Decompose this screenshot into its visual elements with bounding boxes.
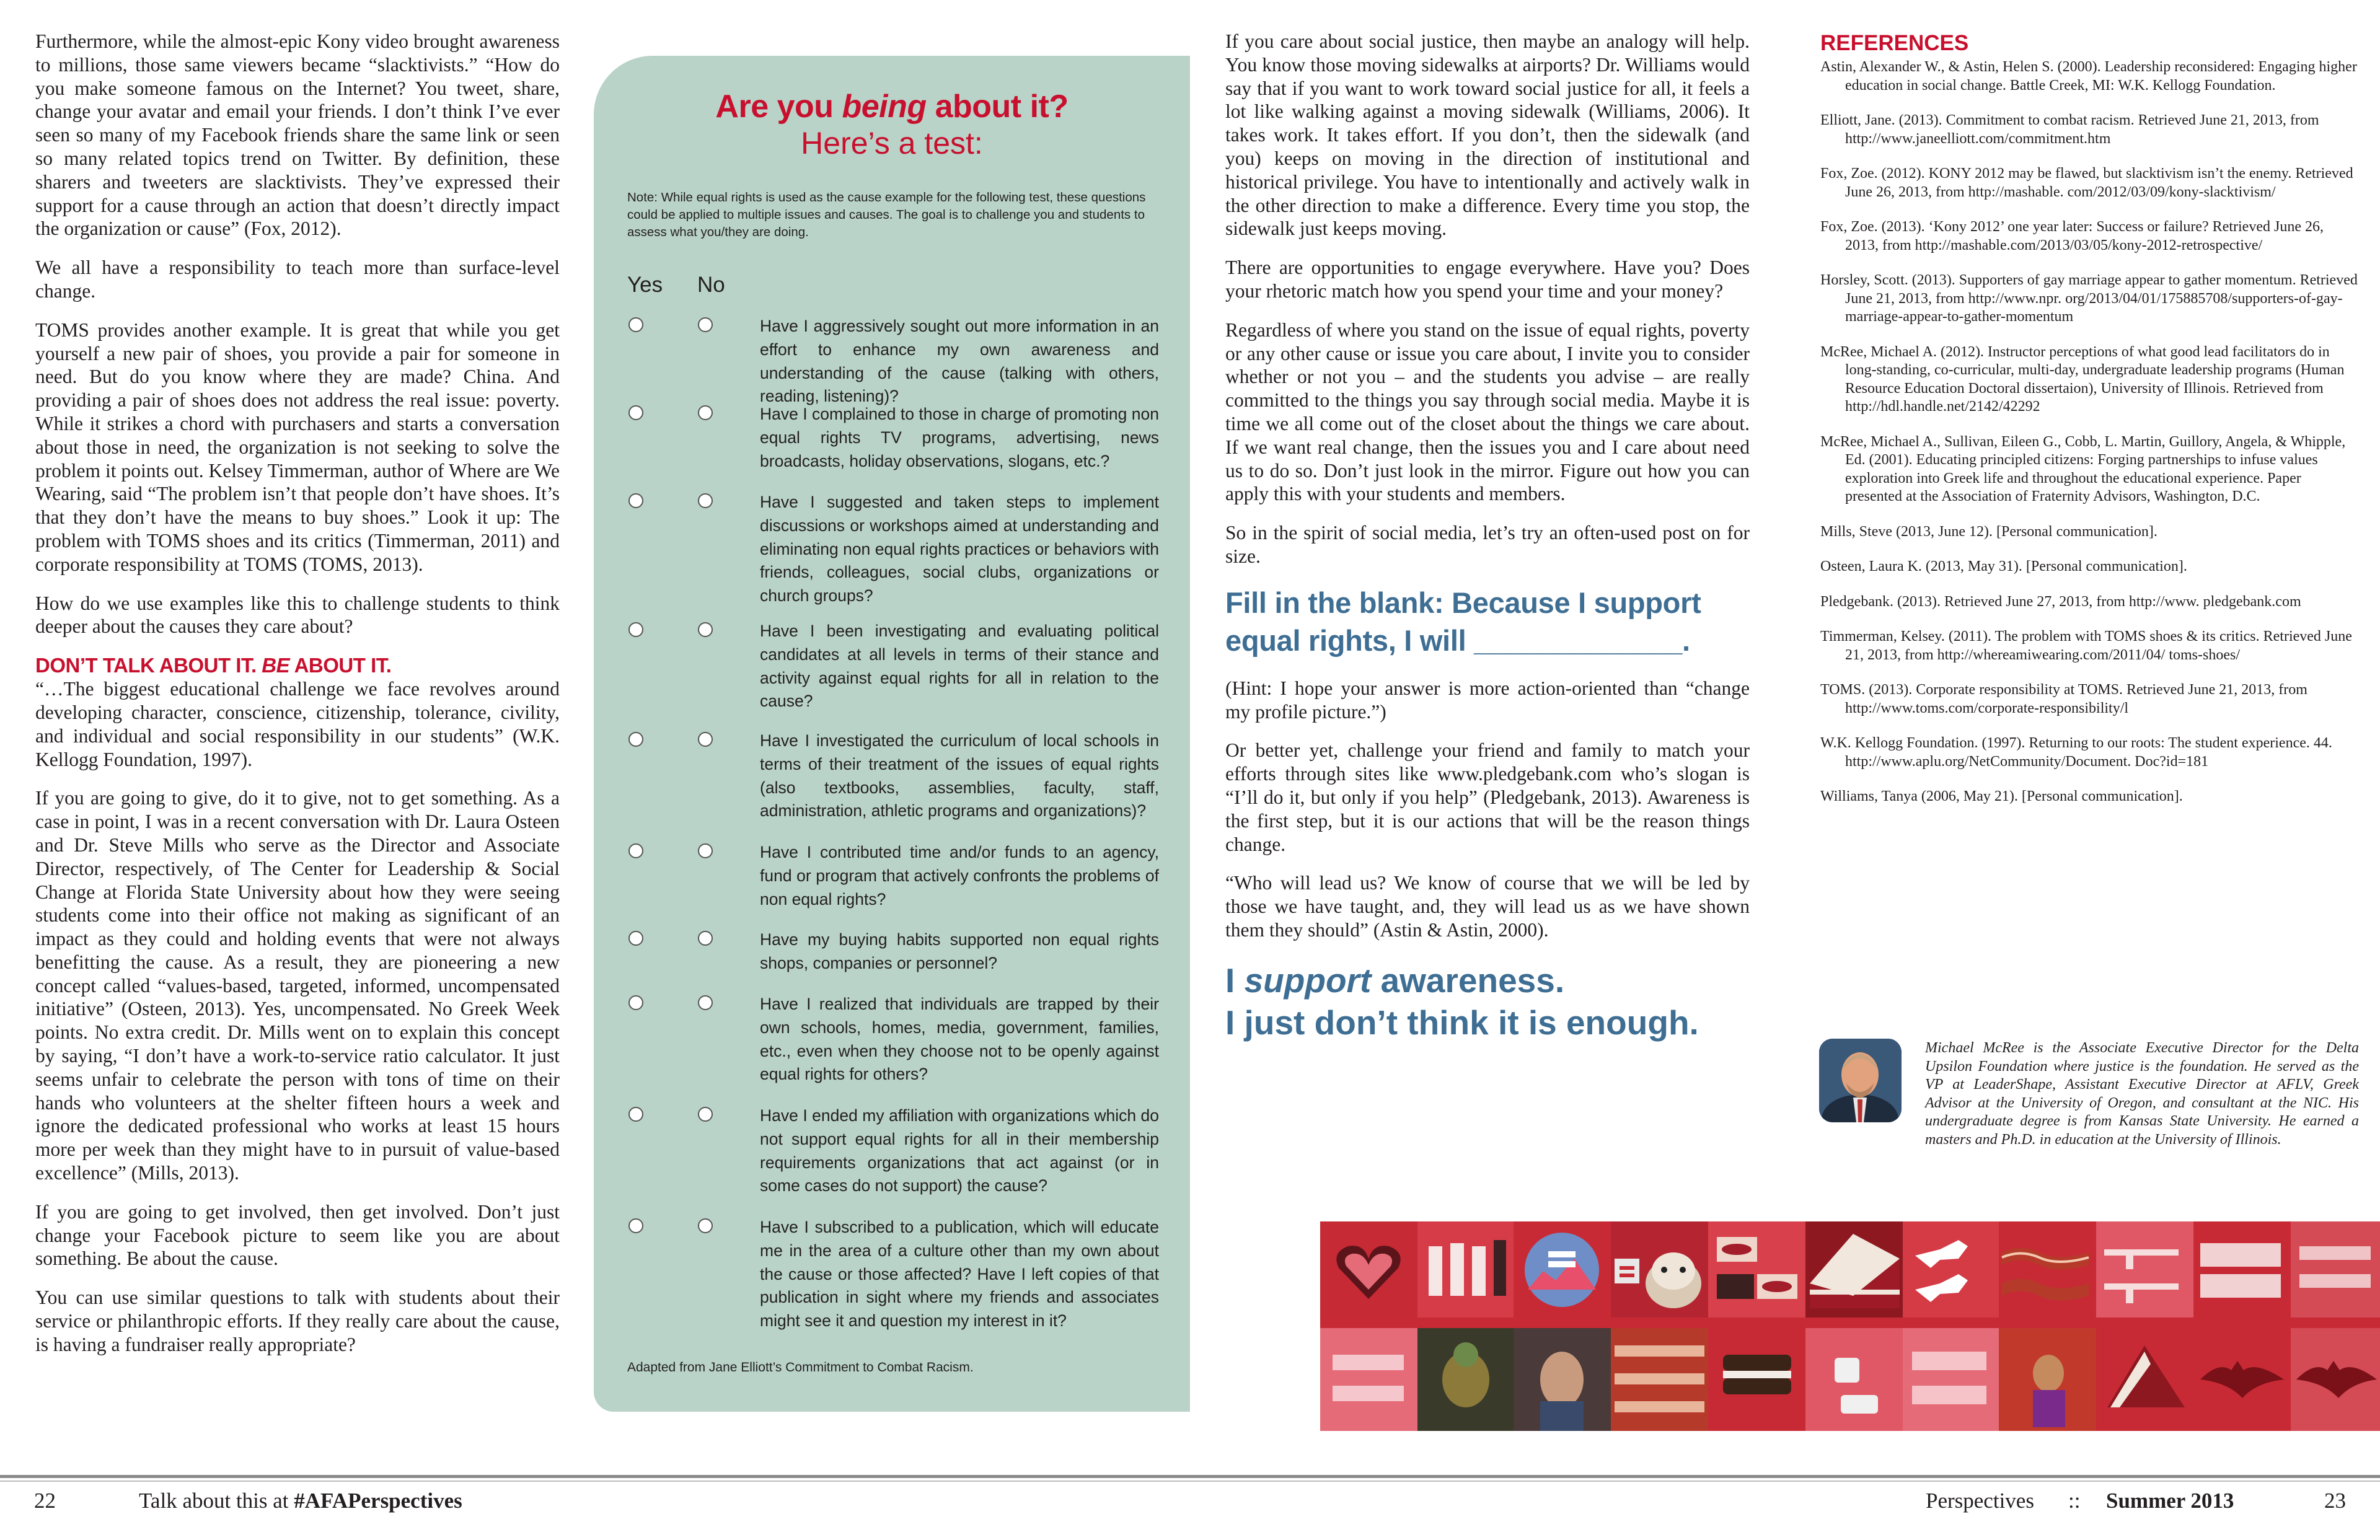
question-text: Have my buying habits supported non equal rights shops, companies or personnel? — [760, 930, 1159, 972]
no-radio[interactable] — [698, 317, 713, 332]
equal-sign-badge-icon — [1514, 1221, 1611, 1318]
footer-text: Talk about this at — [139, 1489, 294, 1513]
panel-title — [594, 88, 1190, 125]
no-radio[interactable] — [698, 1218, 713, 1233]
pink-equal-tile — [2291, 1221, 2380, 1318]
question-text: Have I contributed time and/or funds to an agency, fund or program that actively confronts the problems of non equal rights? — [760, 843, 1159, 909]
cake-slice-icon — [2096, 1328, 2193, 1431]
plug-icon — [1805, 1328, 1903, 1431]
no-radio[interactable] — [698, 405, 713, 420]
paragraph: There are opportunities to engage everywhere. Have you? Does your rhetoric match how you spend your time and your money? — [1225, 257, 1750, 302]
question-text: Have I ended my affiliation with organizations which do not support equal rights for all in their membership requirements organizations that act against (or in some cases do not support) the cause? — [760, 1106, 1159, 1195]
paragraph: Furthermore, while the almost-epic Kony video brought awareness to millions, those same viewers became “slacktivists.” “How do you make someone famous on the Internet? You tweet, share, change your avatar and email your friends. I don’t think I’ve ever seen so many of my Facebook friends share the same link or seen so many related topics trend on Twitter. By definition, these sharers and tweeters are slacktivists. They’ve expressed their support for a cause through an action that doesn’t directly impact the organization or cause” (Fox, 2012). — [35, 30, 560, 240]
left-column — [35, 30, 560, 1372]
title-part: about it? — [926, 89, 1069, 125]
page-number-right: 23 — [2324, 1489, 2346, 1513]
reference-item: Pledgebank. (2013). Retrieved June 27, 2013, from http://www. pledgebank.com — [1820, 593, 2301, 610]
reference-item: TOMS. (2013). Corporate responsibility at TOMS. Retrieved June 21, 2013, from http://www.toms.com/corporate-responsibility/l — [1820, 682, 2307, 716]
yes-radio[interactable] — [628, 931, 643, 946]
page-number-left: 22 — [34, 1489, 56, 1513]
reference-item: W.K. Kellogg Foundation. (1997). Returning to our roots: The student experience. 44. http://www.aplu.org/NetCommunity/Document. Doc?id=181 — [1820, 735, 2332, 770]
paragraph: If you care about social justice, then maybe an analogy will help. You know those moving sidewalks at airports? Dr. Williams would say that if you want to work toward social justice for all, it feels a lot like walking against a moving sidewalk (Williams, 2006). It takes work. It takes effort. If you don’t, then the sidewalk (and you) keeps on moving in the direction of institutional and historical privilege. You have to intentionally and actively walk in the other direction to make a difference. Every time you stop, the sidewalk just keeps moving. — [1225, 30, 1750, 240]
equal-sign-paper-icon — [2193, 1221, 2291, 1318]
reference-item: Williams, Tanya (2006, May 21). [Personal communication]. — [1820, 788, 2183, 804]
paragraph: TOMS provides another example. It is great that while you get yourself a new pair of shoes, you provide a pair for someone in need. But do you know where they are made? China. And providing a pair of shoes does not address the real issue: poverty. While it strikes a chord with purchasers and starts a conversation about those in need, the organization is not seeking to solve the problem it points out. Kelsey Timmerman, author of Where are We Wearing, said “The problem isn’t that people don’t have shoes. It’s that they don’t have the means to buy shoes.” Look it up: The problem with TOMS shoes and its critics (Timmerman, 2011) and corporate responsibility at TOMS (TOMS, 2013). — [35, 319, 560, 575]
grumpy-cat-icon — [1611, 1221, 1708, 1318]
paragraph: So in the spirit of social media, let’s try an often-used post on for size. — [1225, 522, 1750, 567]
oreo-icon — [1708, 1328, 1805, 1431]
heart-hands-icon — [1320, 1221, 1417, 1318]
no-radio[interactable] — [698, 493, 713, 508]
paragraph: “Who will lead us? We know of course that we will be led by those we have taught, and, they will lead us as we have shown them they should” (Astin & Astin, 2000). — [1225, 872, 1750, 941]
yes-radio[interactable] — [628, 405, 643, 420]
references-title: REFERENCES — [1820, 31, 1969, 55]
question-text: Have I subscribed to a publication, which will educate me in the area of a culture other than my own about the cause or those affected? Have I left copies of that publication in sight where my friends and associates might see it and question my interest in it? — [760, 1218, 1159, 1331]
reference-item: Timmerman, Kelsey. (2011). The problem with TOMS shoes & its critics. Retrieved June 21, 2013, from http://whereamiwearing.com/2011/04/ toms-shoes/ — [1820, 628, 2352, 663]
batman-icon — [2291, 1328, 2380, 1431]
reference-item: Fox, Zoe. (2013). ‘Kony 2012’ one year later: Success or failure? Retrieved June 26, 2013, from http://mashable.com/2013/03/05/kony-2012-retrospective/ — [1820, 219, 2324, 253]
paragraph: We all have a responsibility to teach more than surface-level change. — [35, 257, 560, 302]
yes-radio[interactable] — [628, 622, 643, 637]
callout-emphasis: support — [1244, 961, 1372, 1000]
no-radio[interactable] — [698, 843, 713, 858]
hand-figures-icon — [1417, 1221, 1514, 1318]
swimmer-photo-tile — [1999, 1328, 2096, 1431]
rifle-icon — [2096, 1221, 2193, 1318]
reference-item: McRee, Michael A. (2012). Instructor perceptions of what good lead facilitators do in long-standing, co-curricular, multi-day, undergraduate leadership programs (Human Resource Education Doctoral dissertaion), University of Illinois. Retrieved from http://hdl.handle.net/2142/42292 — [1820, 343, 2345, 415]
issue-name: Summer 2013 — [2106, 1489, 2234, 1513]
no-radio[interactable] — [698, 732, 713, 747]
yes-radio[interactable] — [628, 493, 643, 508]
large-equal-tile — [1903, 1328, 1999, 1431]
profile-picture-mosaic — [1320, 1221, 2380, 1431]
horse-icon — [1903, 1221, 1999, 1318]
title-emphasis: being — [842, 89, 927, 125]
mosaic-graphic — [1320, 1221, 2380, 1431]
section-heading — [35, 654, 560, 677]
bacon-icon — [1999, 1221, 2096, 1318]
callout-part: I — [1225, 961, 1245, 1000]
question-text: Have I realized that individuals are trapped by their own schools, homes, media, government, families, etc., even when they choose not to be openly against equal rights for others? — [760, 995, 1159, 1084]
equal-sign-icon — [1320, 1328, 1417, 1431]
yes-radio[interactable] — [628, 732, 643, 747]
reference-item: Astin, Alexander W., & Astin, Helen S. (2000). Leadership reconsidered: Engaging higher education in social change. Battle Creek, MI: W.K. Kellogg Foundation. — [1820, 59, 2357, 94]
paragraph: If you are going to give, do it to give, not to get something. As a case in point, I was in a recent conversation with Dr. Laura Osteen and Dr. Steve Mills who serve as the Director and Associate Director, respectively, of The Center for Leadership & Social Change at Florida State University about how they were seeing students come into their office not making as significant of an impact as they could and holding events that were not always benefitting the cause. As a result, they are pioneering a new concept called “values-based, targeted, informed, uncompensated initiative” (Osteen, 2013). Yes, uncompensated. No Greek Week points. No extra credit. Dr. Mills went on to explain this concept by saying, “I don’t have a work-to-service ratio calculator. It just seems unfair to celebrate the person with tons of time on their hands who volunteers at the shelter fifteen hours a week and ignore the dedicated professional who works at least 15 hours more per week than they might have to in pursuit of value-based excellence” (Mills, 2013). — [35, 787, 560, 1184]
yes-radio[interactable] — [628, 317, 643, 332]
question-text: Have I complained to those in charge of promoting non equal rights TV programs, advertising, news broadcasts, holiday observations, slogans, etc.? — [760, 405, 1159, 470]
callout-part: awareness. — [1371, 961, 1565, 1000]
question-text: Have I suggested and taken steps to implement discussions or workshops aimed at understanding and eliminating non equal rights practices or behaviors with friends, colleagues, social clubs, organizations or church groups? — [760, 493, 1159, 605]
footer-rule — [0, 1475, 2380, 1478]
person-photo-tile — [1514, 1328, 1611, 1431]
paragraph: “…The biggest educational challenge we face revolves around developing character, conscience, citizenship, tolerance, civility, and individual and social responsibility in our students” (W.K. Kellogg Foundation, 1997). — [35, 678, 560, 770]
yes-radio[interactable] — [628, 995, 643, 1010]
author-bio: Michael McRee is the Associate Executive Director for the Delta Upsilon Foundation where justice is the foundation. He served as the VP at LeaderShape, Assistant Executive Director at AFLV, Greek Advisor at the University of Oregon, and consultant at the NIC. His undergraduate degree is from Kansas State University. He earned a masters and Ph.D. in education at the University of Illinois. — [1925, 1040, 2359, 1148]
paragraph: Or better yet, challenge your friend and family to match your efforts through sites like www.pledgebank.com who’s slogan is “I’ll do it, but only if you help” (Pledgebank, 2013). Awareness is the first step, but it is our actions that will be the reason things change. — [1225, 739, 1750, 855]
yes-radio[interactable] — [628, 843, 643, 858]
test-panel — [594, 56, 1190, 1412]
panel-subtitle: Here’s a test: — [801, 126, 983, 161]
paragraph: Regardless of where you stand on the issue of equal rights, poverty or any other cause or issue you care about, I invite you to consider whether or not you – and the students you advise – are really committed to the things you say through social media. Maybe it is time we all come out of the closet about the things we care about. If we want real change, then the issues you and I care about need us to do so. Don’t just look in the mirror. Figure out how you can apply this with your students and members. — [1225, 319, 1750, 505]
footer-hashtag: #AFAPerspectives — [294, 1489, 462, 1513]
reference-item: Fox, Zoe. (2012). KONY 2012 may be flawed, but slacktivism isn’t the enemy. Retrieved June 26, 2013, from http://mashable. com/2012/03/09/kony-slacktivism/ — [1820, 165, 2353, 200]
panel-footnote: Adapted from Jane Elliott’s Commitment to Combat Racism. — [627, 1360, 974, 1375]
yes-radio[interactable] — [628, 1107, 643, 1122]
reference-item: Elliott, Jane. (2013). Commitment to combat racism. Retrieved June 21, 2013, from http://www.janeelliott.com/commitment.htm — [1820, 112, 2319, 147]
heading-part: ABOUT IT. — [289, 654, 392, 677]
yes-radio[interactable] — [628, 1218, 643, 1233]
question-text: Have I been investigating and evaluating political candidates at all levels in terms of their stance and activity against equal rights for all in relation to the cause? — [760, 622, 1159, 711]
fill-in-blank-callout: Fill in the blank: Because I support equal rights, I will _____________. — [1225, 586, 1701, 657]
author-portrait-icon — [1819, 1039, 1902, 1122]
heading-emphasis: BE — [262, 654, 290, 677]
paragraph: (Hint: I hope your answer is more action-oriented than “change my profile picture.”) — [1225, 677, 1750, 723]
character-photo-tile — [1417, 1328, 1514, 1431]
red-velvet-cake-icon — [1805, 1221, 1903, 1318]
reference-item: Horsley, Scott. (2013). Supporters of gay marriage appear to gather momentum. Retrieved June 21, 2013, from http://www.npr. org/2013/04/01/175885708/supporters-of-gay-marriage-appear-to-gather-momentum — [1820, 272, 2358, 325]
no-radio[interactable] — [698, 622, 713, 637]
paragraph: You can use similar questions to talk with students about their service or philanthropic efforts. If they really care about the cause, is having a fundraiser really appropriate? — [35, 1287, 560, 1355]
batman-icon — [2193, 1328, 2291, 1431]
footer-separator: :: — [2068, 1489, 2081, 1513]
bacon-strips-icon — [1611, 1328, 1708, 1431]
callout-line: I just don’t think it is enough. — [1225, 1003, 1699, 1042]
reference-item: Osteen, Laura K. (2013, May 31). [Personal communication]. — [1820, 558, 2187, 574]
footer-hashtag-line — [139, 1489, 462, 1513]
question-text: Have I aggressively sought out more information in an effort to enhance my own awareness and understanding of the cause (talking with others, reading, listening)? — [760, 317, 1159, 406]
references-list — [1820, 58, 2358, 823]
question-text: Have I investigated the curriculum of local schools in terms of their treatment of the issues of equal rights (also textbooks, assemblies, faculty, staff, administration, athletic programs and organizations)? — [760, 731, 1159, 821]
author-photo — [1819, 1039, 1902, 1122]
no-radio[interactable] — [698, 1107, 713, 1122]
lips-icon — [1708, 1221, 1805, 1318]
yes-column-label: Yes — [627, 273, 663, 297]
reference-item: McRee, Michael A., Sullivan, Eileen G., Cobb, L. Martin, Guillory, Angela, & Whipple, Ed. (2001). Educating principled citizens: Forging partnerships to infuse values exploration into Greek life and throughout the educational experience. Paper presented at the Association of Fraternity Advisors, Washington, D.C. — [1820, 433, 2346, 504]
publication-name: Perspectives — [1926, 1489, 2034, 1513]
no-radio[interactable] — [698, 931, 713, 946]
footer-rule-thin — [0, 1481, 2380, 1482]
no-radio[interactable] — [698, 995, 713, 1010]
no-column-label: No — [697, 273, 725, 297]
reference-item: Mills, Steve (2013, June 12). [Personal communication]. — [1820, 523, 2157, 540]
heading-part: DON’T TALK ABOUT IT. — [35, 654, 262, 677]
middle-column — [1225, 30, 1750, 1044]
paragraph: How do we use examples like this to challenge students to think deeper about the causes they care about? — [35, 592, 560, 638]
title-part: Are you — [715, 89, 842, 125]
support-callout — [1225, 959, 1750, 1044]
panel-note: Note: While equal rights is used as the cause example for the following test, these questions could be applied to multiple issues and causes. The goal is to challenge you and students to assess what you/they are doing. — [627, 190, 1146, 239]
paragraph: If you are going to get involved, then get involved. Don’t just change your Facebook picture to seem like you are about something. Be about the cause. — [35, 1200, 560, 1270]
